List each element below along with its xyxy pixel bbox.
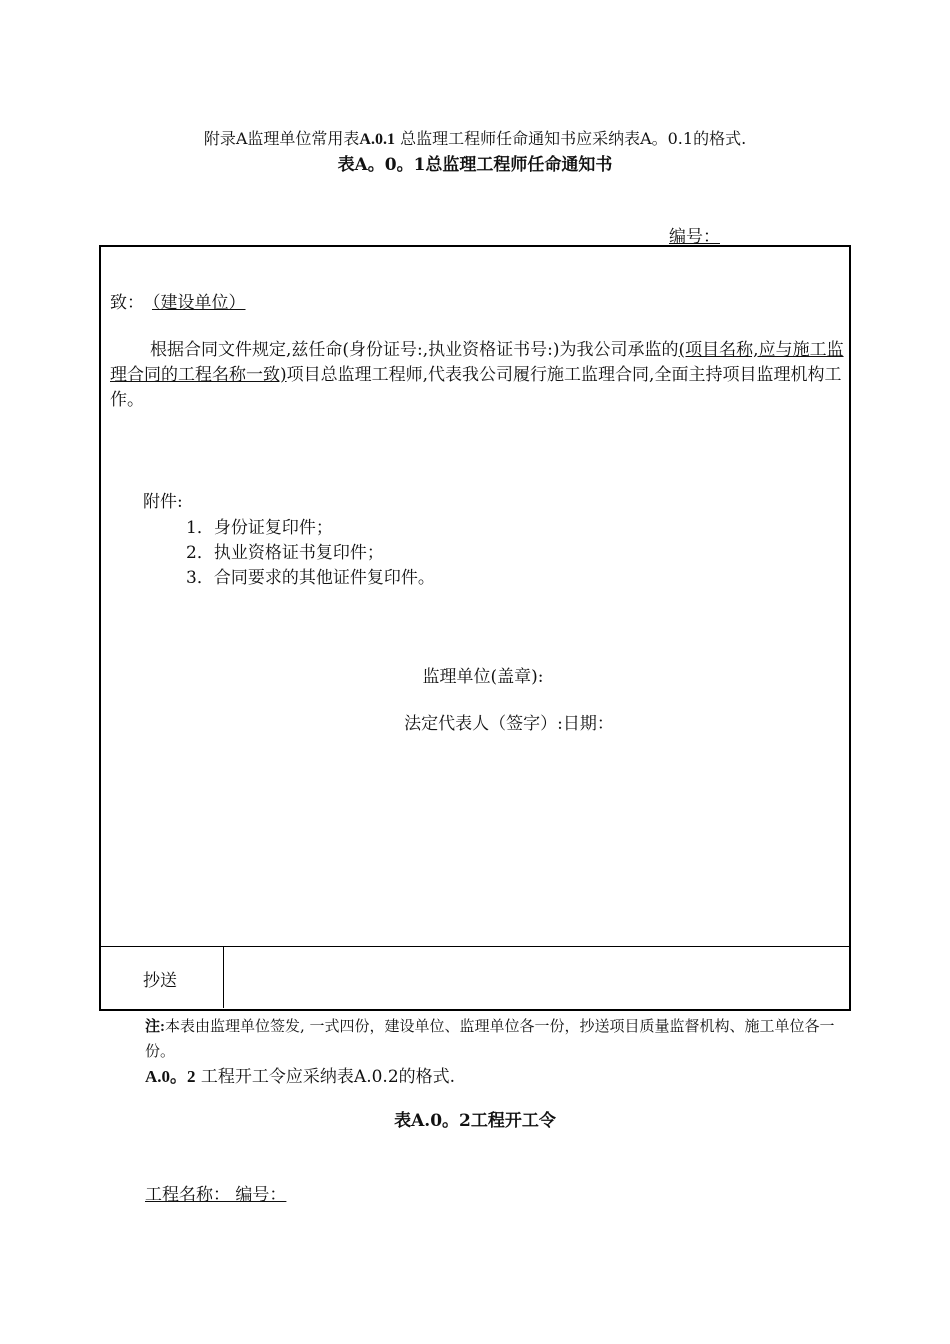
supervisor-seal-line: 监理单位(盖章):: [422, 667, 544, 687]
serial-number-label: 编号：: [669, 227, 720, 247]
legal-rep-signature-line: 法定代表人（签字）:日期：: [404, 714, 614, 734]
table-note: 注:本表由监理单位签发, 一式四份，建设单位、监理单位各一份，抄送项目质量监督机构、施工单位各一份。: [145, 1017, 835, 1060]
form1-title: 表A。0。1总监理工程师任命通知书: [337, 155, 613, 175]
attachment-item: 2．执业资格证书复印件；: [186, 543, 384, 563]
attachments-label: 附件:: [143, 492, 183, 512]
project-name-line: 工程名称： 编号：: [145, 1185, 287, 1205]
intro-prefix: 附录A监理单位常用表: [203, 129, 360, 148]
section2-line: A.0。2 工程开工令应采纳表A.0.2的格式.: [145, 1067, 456, 1087]
addressee-value: （建设单位）: [152, 293, 246, 313]
table-divider: [101, 946, 849, 947]
form2-title: 表A.0。2工程开工令: [394, 1111, 556, 1131]
addressee-line: [110, 288, 246, 313]
intro-code: A.0.1: [359, 131, 395, 148]
cc-label: 抄送: [143, 971, 177, 991]
intro-line: [0, 126, 950, 149]
appointment-paragraph: 根据合同文件规定,兹任命(身份证号:,执业资格证书号:)为我公司承监的(项目名称,应与施工监理合同的工程名称一致)项目总监理工程师,代表我公司履行施工监理合同,全面主持项目监理机构工作。: [110, 340, 844, 410]
intro-rest: 总监理工程师任命通知书应采纳表A。0.1的格式.: [400, 129, 747, 148]
addressee-label: 致：: [110, 293, 144, 313]
attachment-item: 3．合同要求的其他证件复印件。: [186, 568, 435, 588]
attachment-item: 1．身份证复印件；: [186, 518, 333, 538]
cc-cell-divider: [223, 946, 224, 1008]
